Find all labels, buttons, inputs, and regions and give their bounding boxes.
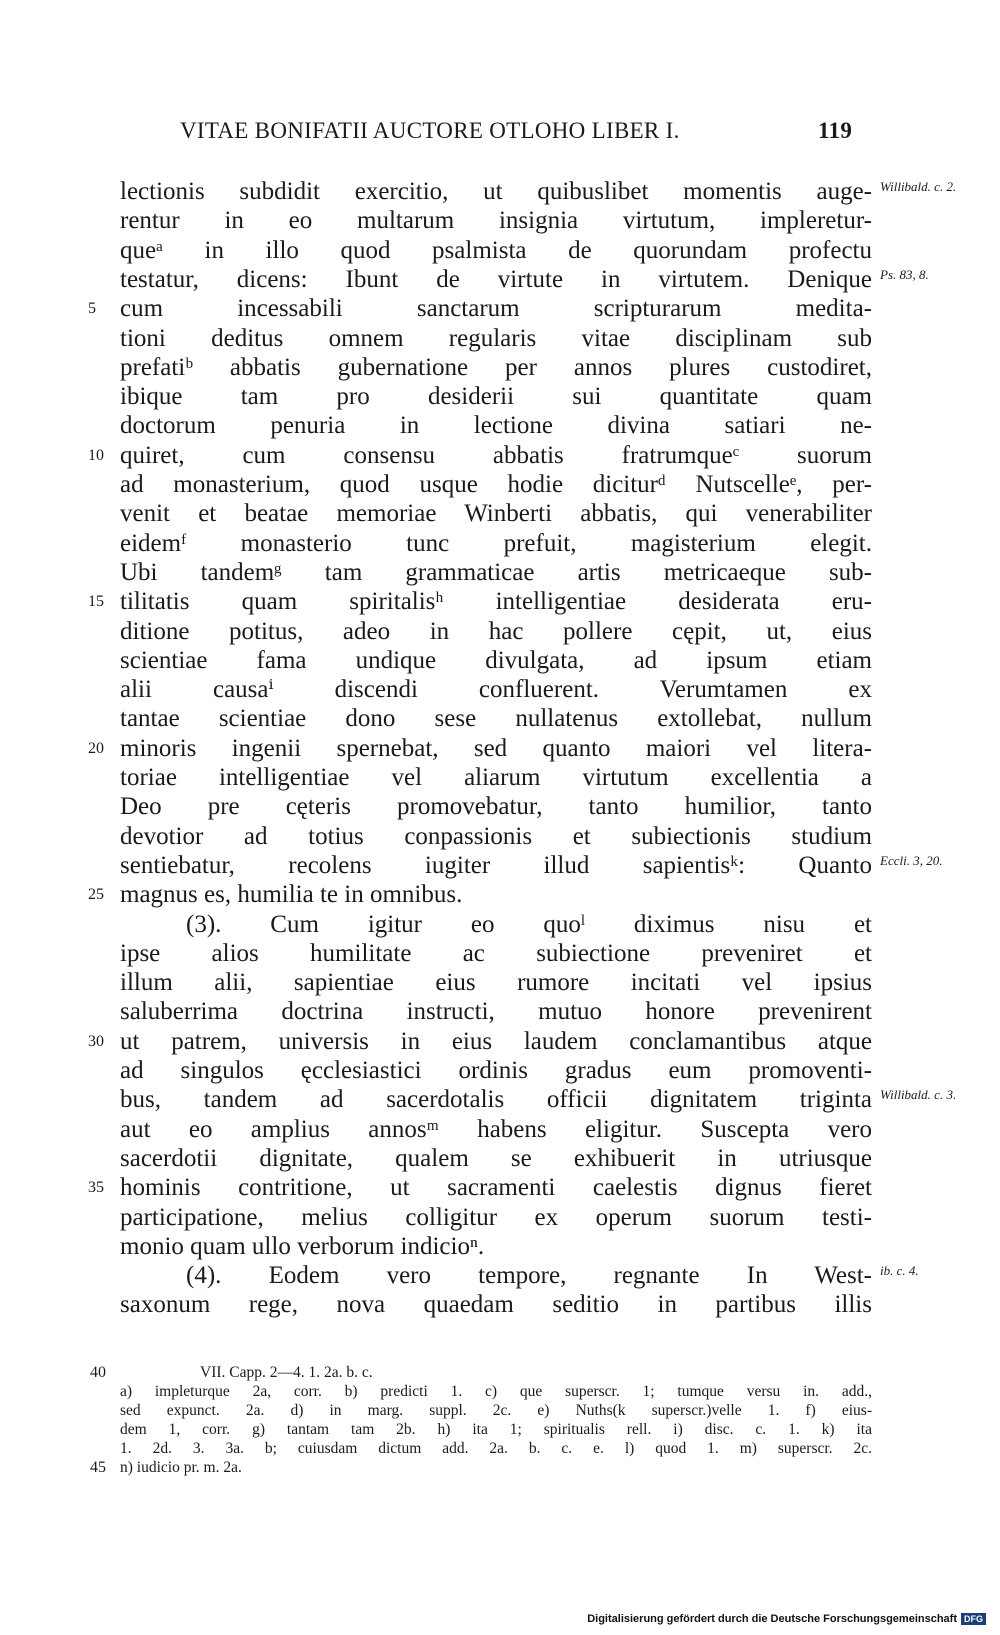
line-number: 25 [88,886,104,904]
text-line: monio quam ullo verborum indicioⁿ. [120,1232,485,1260]
page-number: 119 [818,118,853,143]
text-line: quiret, cum consensu abbatis fratrumqueᶜ suorum [120,441,872,469]
line-number: 20 [88,739,104,757]
text-line: queᵃ in illo quod psalmista de quorundam profectu [120,236,872,264]
text-line: cum incessabili sanctarum scripturarum medita- [120,295,872,323]
text-line: saluberrima doctrina instructi, mutuo honore prevenirent [120,998,872,1026]
margin-reference: Willibald. c. 3. [880,1087,957,1103]
line-number: 30 [88,1032,104,1050]
text-line: doctorum penuria in lectione divina satiari ne- [120,412,872,440]
running-header [180,118,880,144]
digitization-credit [587,1613,986,1625]
text-line: sacerdotii dignitate, qualem se exhibuerit in utriusque [120,1144,872,1172]
text-line: venit et beatae memoriae Winberti abbatis, qui venerabiliter [120,500,872,528]
text-line: bus, tandem ad sacerdotalis officii dignitatem triginta [120,1086,872,1114]
text-line: illum alii, sapientiae eius rumore incitati vel ipsius [120,969,872,997]
text-line: testatur, dicens: Ibunt de virtute in virtutem. Denique [120,265,872,293]
line-number: 35 [88,1179,104,1197]
text-line: tioni deditus omnem regularis vitae disciplinam sub [120,324,872,352]
margin-reference: Willibald. c. 2. [880,179,957,194]
text-line: Ubi tandemᵍ tam grammaticae artis metricaeque sub- [120,558,872,586]
apparatus-line: a) impleturque 2a, corr. b) predicti 1. c) que superscr. 1; tumque versu in. add., [120,1383,872,1400]
text-line: (4). Eodem vero tempore, regnante In West- [186,1262,872,1290]
text-line: participatione, melius colligitur ex operum suorum testi- [120,1203,872,1231]
line-number: 45 [90,1459,106,1476]
text-line: lectionis subdidit exercitio, ut quibuslibet momentis auge- [120,178,872,205]
text-line: alii causaⁱ discendi confluerent. Verumtamen ex [120,676,872,704]
text-line: minoris ingenii spernebat, sed quanto maiori vel litera- [120,734,872,762]
text-line: ditione potitus, adeo in hac pollere cępit, ut, eius [120,617,872,645]
line-number: 10 [88,446,104,464]
text-line: ipse alios humilitate ac subiectione preveniret et [120,939,872,967]
text-line: devotior ad totius conpassionis et subiectionis studium [120,822,872,850]
text-line: tilitatis quam spiritalisʰ intelligentiae desiderata eru- [120,588,872,616]
text-line: tantae scientiae dono sese nullatenus extollebat, nullum [120,705,872,733]
text-line: ibique tam pro desiderii sui quantitate quam [120,383,872,411]
running-title: VITAE BONIFATII AUCTORE OTLOHO LIBER I. [180,118,680,143]
text-line: Deo pre cęteris promovebatur, tanto humilior, tanto [120,793,872,821]
margin-reference: Ps. 83, 8. [880,266,929,282]
dfg-logo: DFG [961,1613,986,1625]
apparatus-line: n) iudicio pr. m. 2a. [120,1459,242,1476]
text-line: (3). Cum igitur eo quoˡ diximus nisu et [186,910,872,938]
text-line: sentiebatur, recolens iugiter illud sapientisᵏ: Quanto [120,851,872,879]
text-line: eidemᶠ monasterio tunc prefuit, magisterium elegit. [120,529,872,557]
margin-reference: Eccli. 3, 20. [880,852,943,868]
apparatus-line: dem 1, corr. g) tantam tam 2b. h) ita 1; spiritualis rell. i) disc. c. 1. k) ita [120,1421,872,1438]
text-line: toriae intelligentiae vel aliarum virtutum excellentia a [120,764,872,791]
text-line: ad singulos ęcclesiastici ordinis gradus eum promoventi- [120,1057,872,1084]
text-line: aut eo amplius annosᵐ habens eligitur. Suscepta vero [120,1115,872,1143]
text-line: ut patrem, universis in eius laudem conclamantibus atque [120,1027,872,1055]
text-line: hominis contritione, ut sacramenti caelestis dignus fieret [120,1174,872,1202]
text-line: magnus es, humilia te in omnibus. [120,881,463,909]
apparatus-line: 1. 2d. 3. 3a. b; cuiusdam dictum add. 2a. b. c. e. l) quod 1. m) superscr. 2c. [120,1440,872,1457]
margin-reference: ib. c. 4. [880,1263,919,1279]
text-line: saxonum rege, nova quaedam seditio in partibus illis [120,1291,872,1319]
text-line: ad monasterium, quod usque hodie diciturᵈ Nutscelleᵉ, per- [120,471,872,498]
credit-text: Digitalisierung gefördert durch die Deutsche Forschungsgemeinschaft [587,1613,957,1625]
text-line: scientiae fama undique divulgata, ad ipsum etiam [120,646,872,674]
line-number: 15 [88,593,104,611]
apparatus-line: sed expunct. 2a. d) in marg. suppl. 2c. e) Nuths(k superscr.)velle 1. f) eius- [120,1402,872,1419]
line-number: 40 [90,1364,106,1381]
text-line: prefatiᵇ abbatis gubernatione per annos plures custodiret, [120,353,872,381]
text-line: rentur in eo multarum insignia virtutum, impleretur- [120,207,872,235]
apparatus-line: VII. Capp. 2—4. 1. 2a. b. c. [200,1364,373,1381]
line-number: 5 [88,300,96,318]
